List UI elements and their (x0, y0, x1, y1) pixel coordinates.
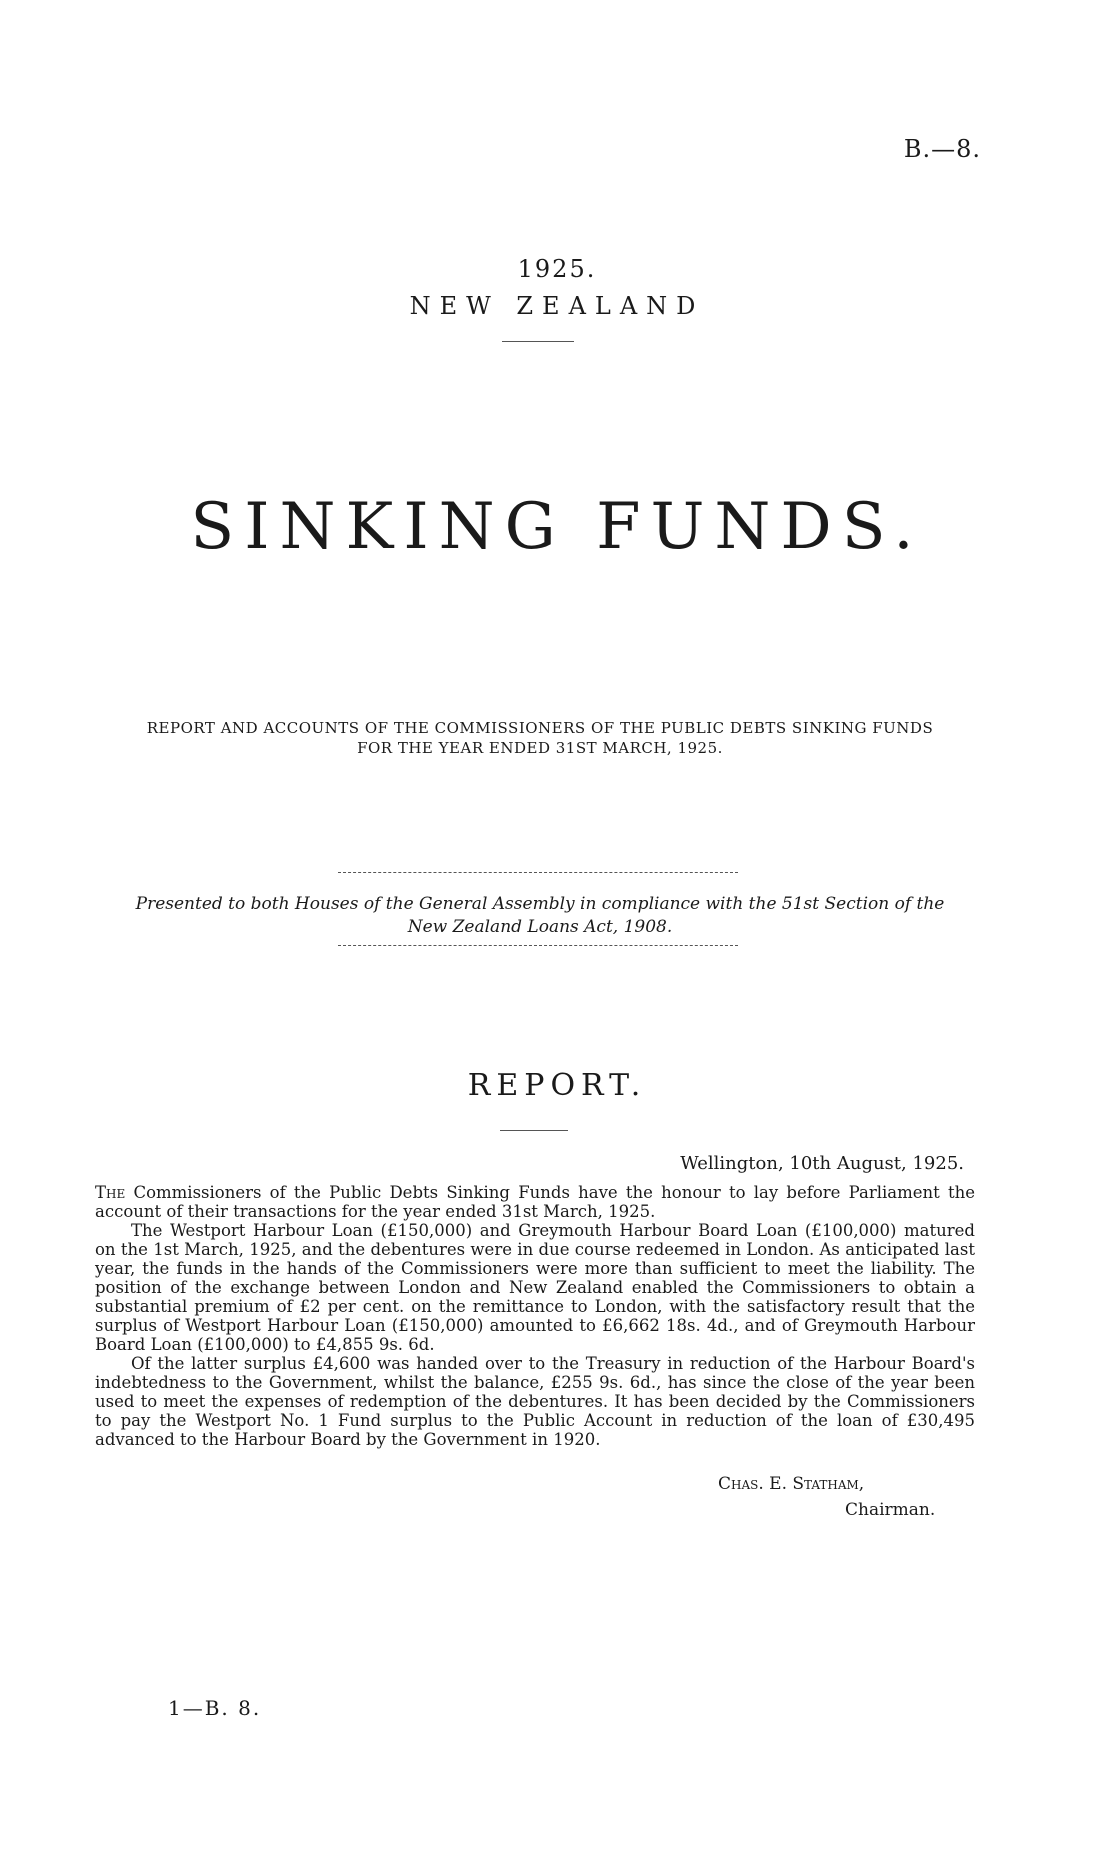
subtitle-line: REPORT AND ACCOUNTS OF THE COMMISSIONERS OF THE PUBLIC DEBTS SINKING FUNDS (146, 719, 934, 737)
page-title: SINKING FUNDS. (190, 490, 924, 564)
presentation-line: New Zealand Loans Act, 1908. (407, 917, 673, 937)
signatory-name: Chas. E. Statham, (718, 1474, 865, 1494)
divider (338, 872, 738, 873)
subtitle-line: FOR THE YEAR ENDED 31ST MARCH, 1925. (357, 739, 723, 757)
report-date: Wellington, 10th August, 1925. (680, 1153, 964, 1174)
document-year: 1925. (517, 255, 597, 283)
presentation-line: Presented to both Houses of the General Assembly in compliance with the 51st Section of the (135, 894, 945, 914)
paragraph: The Westport Harbour Loan (£150,000) and Greymouth Harbour Board Loan (£100,000) matured on the 1st March, 1925, and the debentures were in due course redeemed in London. As anticipated last year, the funds in the hands of the Commissioners were more than sufficient to meet the liability. The position of the exchange between London and New Zealand enabled the Commissioners to obtain a substantial premium of £2 per cent. on the remittance to London, with the satisfactory result that the surplus of Westport Harbour Loan (£150,000) amounted to £6,662 18s. 4d., and of Greymouth Harbour Board Loan (£100,000) to £4,855 9s. 6d. (95, 1221, 975, 1354)
signatory-role: Chairman. (845, 1500, 936, 1520)
paragraph-text: Commissioners of the Public Debts Sinking Funds have the honour to lay before Parliament the account of their transactions for the year ended 31st March, 1925. (95, 1183, 975, 1221)
divider (500, 1130, 568, 1131)
country-heading: NEW ZEALAND (409, 292, 705, 320)
paragraph (95, 1183, 975, 1221)
report-heading: REPORT. (467, 1068, 647, 1103)
paragraph: Of the latter surplus £4,600 was handed over to the Treasury in reduction of the Harbour Board's indebtedness to the Government, whilst the balance, £255 9s. 6d., has since the close of the year been used to meet the expenses of redemption of the debentures. It has been decided by the Commissioners to pay the Westport No. 1 Fund surplus to the Public Account in reduction of the loan of £30,495 advanced to the Harbour Board by the Government in 1920. (95, 1354, 975, 1449)
paragraph-lead: The (95, 1183, 126, 1202)
document-reference: B.—8. (903, 135, 981, 163)
presentation-note (130, 893, 950, 939)
sheet-mark: 1—B. 8. (168, 1696, 262, 1720)
divider (338, 945, 738, 946)
report-body (95, 1183, 975, 1449)
divider (502, 341, 574, 342)
report-subtitle (100, 718, 980, 758)
